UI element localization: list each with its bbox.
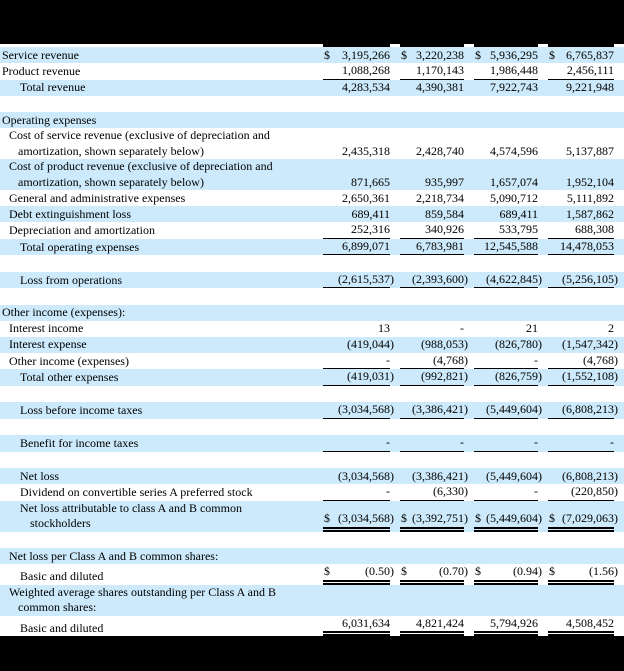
row-benefit-for-income-taxes	[0, 435, 624, 452]
spacer-row	[0, 419, 624, 436]
row-label-text: Depreciation and amortization	[9, 223, 155, 237]
spacer-row	[0, 288, 624, 305]
row-label-text: Net loss per Class A and B common shares:	[9, 548, 219, 563]
value-cell	[548, 80, 614, 96]
amount-value: (3,392,751)	[412, 511, 468, 525]
value-cell	[474, 207, 538, 223]
value-cell	[474, 511, 542, 532]
value-cell	[400, 239, 464, 256]
value-cell	[323, 239, 390, 256]
row-label	[0, 585, 614, 616]
row-label-text: Basic and diluted	[20, 569, 104, 583]
row-label-text: Cost of product revenue (exclusive of depreciation and	[9, 159, 273, 173]
row-interest-income	[0, 321, 624, 337]
row-label-text: General and administrative expenses	[9, 190, 186, 205]
value-cell	[548, 468, 618, 485]
amount-value: (3,386,421)	[412, 402, 468, 416]
row-total-operating-expenses	[0, 239, 624, 256]
row-service-revenue	[0, 47, 624, 63]
amount-value: 5,137,887	[566, 143, 614, 158]
amount-value: (826,759)	[495, 369, 542, 383]
row-net-loss-attributable	[0, 501, 624, 532]
value-cell	[400, 63, 464, 80]
value-cell	[400, 207, 464, 223]
row-label	[0, 64, 313, 80]
amount-value: 2	[608, 321, 614, 335]
amount-value: 4,390,381	[416, 80, 464, 94]
row-label-text: Other income (expenses)	[9, 353, 129, 368]
amount-value: (988,053)	[421, 337, 468, 351]
value-cell	[474, 402, 542, 419]
row-label	[0, 436, 313, 452]
value-cell	[474, 435, 538, 452]
amount-value: (1.56)	[589, 564, 618, 578]
row-general-and-administrative	[0, 190, 624, 206]
row-label-text: Total operating expenses	[20, 239, 140, 254]
value-cell	[400, 435, 464, 452]
value-cell	[548, 337, 618, 353]
value-cell	[548, 369, 618, 386]
row-label	[0, 273, 313, 289]
dollar-sign: $	[549, 564, 555, 578]
value-cell	[474, 484, 538, 501]
value-cell	[400, 402, 468, 419]
row-label	[0, 549, 614, 565]
row-label	[0, 48, 313, 64]
value-cell	[323, 353, 390, 370]
row-label	[0, 223, 313, 239]
value-cell	[548, 48, 614, 64]
value-cell	[474, 337, 542, 353]
value-cell	[548, 222, 614, 239]
amount-value: (220,850)	[571, 484, 618, 498]
amount-value: -	[610, 435, 614, 449]
value-cell	[474, 144, 538, 160]
value-cell	[548, 511, 618, 532]
value-cell	[548, 616, 614, 637]
amount-value: -	[386, 435, 390, 449]
row-product-revenue	[0, 63, 624, 80]
amount-value: (419,044)	[347, 337, 394, 351]
amount-value: (6,808,213)	[562, 402, 618, 416]
amount-value: (1,552,108)	[562, 369, 618, 383]
amount-value: 1,952,104	[566, 174, 614, 189]
row-label-text: Benefit for income taxes	[20, 436, 139, 450]
amount-value: -	[460, 321, 464, 335]
amount-value: (2,615,537)	[338, 271, 394, 286]
amount-value: -	[460, 435, 464, 449]
value-cell	[548, 352, 618, 370]
row-label-continuation: stockholders	[30, 516, 91, 530]
row-label-text: Loss from operations	[20, 272, 122, 287]
spacer-row	[0, 532, 624, 549]
amount-value: 1,986,448	[490, 63, 538, 77]
value-cell	[474, 353, 538, 370]
row-label-text: Basic and diluted	[20, 620, 104, 635]
row-label-text: Dividend on convertible series A preferred stock	[20, 485, 253, 499]
amount-value: 2,428,740	[416, 143, 464, 158]
value-cell	[323, 271, 394, 289]
value-cell	[323, 511, 394, 532]
amount-value: (3,034,568)	[338, 402, 394, 416]
amount-value: 6,031,634	[342, 615, 390, 630]
row-label	[0, 321, 313, 337]
value-cell	[548, 191, 614, 207]
row-label	[0, 80, 313, 96]
value-cell	[323, 564, 394, 585]
value-cell	[323, 369, 394, 386]
row-depreciation-amortization	[0, 222, 624, 239]
value-cell	[400, 468, 468, 485]
value-cell	[400, 337, 468, 353]
value-cell	[474, 80, 538, 96]
amount-value: 935,997	[425, 174, 464, 189]
amount-value: (4,768)	[583, 352, 618, 367]
row-label	[0, 485, 313, 501]
amount-value: 5,111,892	[566, 190, 614, 205]
amount-value: (5,449,604)	[486, 468, 542, 483]
value-cell	[323, 144, 390, 160]
amount-value: 9,221,948	[566, 80, 614, 94]
row-label-continuation: amortization, shown separately below)	[18, 174, 204, 189]
value-cell	[400, 484, 468, 501]
row-loss-from-operations	[0, 272, 624, 289]
row-label	[0, 337, 313, 353]
amount-value: -	[534, 484, 538, 498]
amount-value: (5,256,105)	[562, 271, 618, 286]
row-weighted-average-header	[0, 585, 624, 616]
dollar-sign: $	[401, 564, 407, 578]
amount-value: -	[386, 352, 390, 367]
dollar-sign: $	[549, 47, 555, 62]
value-cell	[323, 468, 394, 485]
row-other-income-expenses	[0, 353, 624, 370]
dollar-sign: $	[549, 511, 555, 525]
value-cell	[323, 191, 390, 207]
row-interest-expense	[0, 337, 624, 353]
value-cell	[323, 207, 390, 223]
dollar-sign: $	[401, 511, 407, 525]
top-black-bar	[0, 0, 624, 44]
value-cell	[548, 435, 614, 452]
amount-value: 2,456,111	[566, 63, 614, 77]
value-cell	[548, 175, 614, 191]
row-net-loss	[0, 468, 624, 484]
value-cell	[548, 402, 618, 419]
amount-value: (5,449,604)	[486, 402, 542, 416]
amount-value: (419,031)	[347, 369, 394, 383]
row-label-text: Service revenue	[2, 47, 79, 62]
row-loss-before-income-taxes	[0, 402, 624, 419]
amount-value: (5,449,604)	[486, 511, 542, 525]
row-cost-of-product-revenue	[0, 159, 624, 190]
amount-value: 12,545,588	[484, 238, 538, 253]
row-label-continuation: common shares:	[18, 600, 97, 614]
value-cell	[400, 564, 468, 585]
row-label	[0, 305, 614, 321]
spacer-row	[0, 96, 624, 113]
value-cell	[400, 271, 468, 289]
value-cell	[323, 222, 390, 239]
row-basic-diluted-per-share	[0, 564, 624, 585]
bottom-black-bar	[0, 636, 624, 671]
dollar-sign: $	[401, 47, 407, 62]
amount-value: (992,821)	[421, 369, 468, 383]
amount-value: (2,393,600)	[412, 271, 468, 286]
amount-value: 4,283,534	[342, 80, 390, 94]
amount-value: 13	[378, 321, 390, 335]
amount-value: 1,088,268	[342, 63, 390, 77]
amount-value: 14,478,053	[560, 238, 614, 253]
row-label-text: Product revenue	[2, 64, 81, 78]
row-label	[0, 240, 313, 256]
value-cell	[323, 321, 390, 337]
value-cell	[323, 63, 390, 80]
row-label	[0, 159, 313, 190]
value-cell	[400, 80, 464, 96]
amount-value: 689,411	[351, 206, 390, 221]
value-cell	[548, 564, 618, 585]
row-label	[0, 621, 313, 637]
amount-value: 4,821,424	[416, 615, 464, 630]
value-cell	[548, 207, 614, 223]
row-label	[0, 501, 313, 532]
amount-value: 21	[526, 321, 538, 335]
value-cell	[400, 616, 464, 637]
value-cell	[323, 616, 390, 637]
value-cell	[474, 63, 538, 80]
amount-value: (0.70)	[439, 564, 468, 578]
value-cell	[400, 48, 464, 64]
amount-value: 5,090,712	[490, 190, 538, 205]
row-label-text: Cost of service revenue (exclusive of depreciation and	[9, 128, 270, 142]
amount-value: 5,936,295	[490, 47, 538, 62]
value-cell	[474, 564, 542, 585]
value-cell	[474, 369, 542, 386]
value-cell	[474, 271, 542, 289]
value-cell	[323, 435, 390, 452]
value-cell	[323, 337, 394, 353]
row-label	[0, 354, 313, 370]
dollar-sign: $	[324, 511, 330, 525]
dollar-sign: $	[475, 564, 481, 578]
amount-value: 2,435,318	[342, 143, 390, 158]
row-total-revenue	[0, 80, 624, 96]
amount-value: 4,508,452	[566, 615, 614, 630]
dollar-sign: $	[475, 47, 481, 62]
amount-value: (7,029,063)	[562, 511, 618, 525]
amount-value: 6,765,837	[566, 47, 614, 62]
amount-value: 340,926	[425, 222, 464, 236]
row-label	[0, 569, 313, 585]
value-cell	[400, 321, 464, 337]
value-cell	[474, 321, 538, 337]
value-cell	[474, 175, 538, 191]
amount-value: 5,794,926	[490, 615, 538, 630]
row-label-text: Total revenue	[20, 80, 86, 94]
row-other-income-header	[0, 305, 624, 321]
amount-value: (6,808,213)	[562, 468, 618, 483]
amount-value: 6,783,981	[416, 238, 464, 253]
value-cell	[474, 239, 538, 256]
income-statement-table	[0, 47, 624, 636]
value-cell	[400, 511, 468, 532]
row-label-text: Net loss attributable to class A and B common	[20, 500, 242, 515]
row-operating-expenses-header	[0, 112, 624, 128]
dollar-sign: $	[475, 511, 481, 525]
amount-value: 688,308	[575, 222, 614, 236]
row-dividend-preferred-stock	[0, 484, 624, 501]
row-label	[0, 403, 313, 419]
value-cell	[474, 222, 538, 239]
row-cost-of-service-revenue	[0, 128, 624, 159]
amount-value: 252,316	[351, 222, 390, 236]
amount-value: (826,780)	[495, 337, 542, 351]
value-cell	[548, 271, 618, 289]
amount-value: (3,034,568)	[338, 511, 394, 525]
amount-value: (4,622,845)	[486, 271, 542, 286]
amount-value: 533,795	[499, 222, 538, 236]
row-label-text: Interest income	[9, 321, 84, 335]
row-label	[0, 191, 313, 207]
dollar-sign: $	[324, 47, 330, 62]
value-cell	[323, 402, 394, 419]
value-cell	[548, 144, 614, 160]
amount-value: 2,218,734	[416, 190, 464, 205]
row-label-text: Total other expenses	[20, 370, 119, 384]
amount-value: (1,547,342)	[562, 337, 618, 351]
row-net-loss-per-share-header	[0, 548, 624, 564]
spacer-row	[0, 452, 624, 469]
amount-value: 1,170,143	[416, 63, 464, 77]
amount-value: 4,574,596	[490, 143, 538, 158]
amount-value: 689,411	[499, 206, 538, 221]
amount-value: 3,195,266	[342, 47, 390, 62]
value-cell	[400, 144, 464, 160]
row-label-text: Net loss	[20, 468, 59, 483]
row-label-continuation: amortization, shown separately below)	[18, 143, 204, 158]
row-basic-diluted-shares	[0, 616, 624, 637]
amount-value: (3,034,568)	[338, 468, 394, 483]
amount-value: 859,584	[425, 206, 464, 221]
value-cell	[474, 468, 542, 485]
value-cell	[323, 80, 390, 96]
amount-value: 7,922,743	[490, 80, 538, 94]
value-cell	[400, 222, 464, 239]
amount-value: 6,899,071	[342, 238, 390, 253]
row-label	[0, 469, 313, 485]
value-cell	[400, 352, 468, 370]
amount-value: 1,657,074	[490, 174, 538, 189]
amount-value: -	[534, 352, 538, 367]
value-cell	[548, 484, 618, 501]
row-label-text: Weighted average shares outstanding per Class A and B	[9, 584, 276, 599]
amount-value: 3,220,238	[416, 47, 464, 62]
value-cell	[548, 63, 614, 80]
amount-value: (6,330)	[433, 484, 468, 498]
dollar-sign: $	[324, 564, 330, 578]
row-label	[0, 370, 313, 386]
value-cell	[323, 175, 390, 191]
amount-value: (4,768)	[433, 352, 468, 367]
spacer-row	[0, 386, 624, 403]
value-cell	[400, 369, 468, 386]
value-cell	[474, 191, 538, 207]
amount-value: -	[386, 484, 390, 498]
amount-value: 871,665	[351, 174, 390, 189]
row-label	[0, 113, 614, 129]
row-label-text: Other income (expenses):	[2, 305, 126, 319]
value-cell	[548, 239, 614, 256]
value-cell	[400, 175, 464, 191]
row-label-text: Interest expense	[9, 337, 87, 351]
value-cell	[474, 48, 538, 64]
amount-value: 1,587,862	[566, 206, 614, 221]
row-total-other-expenses	[0, 369, 624, 386]
spacer-row	[0, 255, 624, 272]
amount-value: (0.94)	[513, 564, 542, 578]
value-cell	[548, 321, 614, 337]
row-label-text: Loss before income taxes	[20, 403, 143, 417]
amount-value: (3,386,421)	[412, 468, 468, 483]
row-label	[0, 128, 313, 159]
amount-value: 2,650,361	[342, 190, 390, 205]
row-debt-extinguishment-loss	[0, 206, 624, 222]
value-cell	[323, 48, 390, 64]
row-label-text: Debt extinguishment loss	[9, 206, 131, 221]
amount-value: -	[534, 435, 538, 449]
amount-value: (0.50)	[365, 564, 394, 578]
row-label-text: Operating expenses	[2, 112, 97, 127]
row-label	[0, 207, 313, 223]
value-cell	[400, 191, 464, 207]
value-cell	[474, 616, 538, 637]
value-cell	[323, 484, 390, 501]
